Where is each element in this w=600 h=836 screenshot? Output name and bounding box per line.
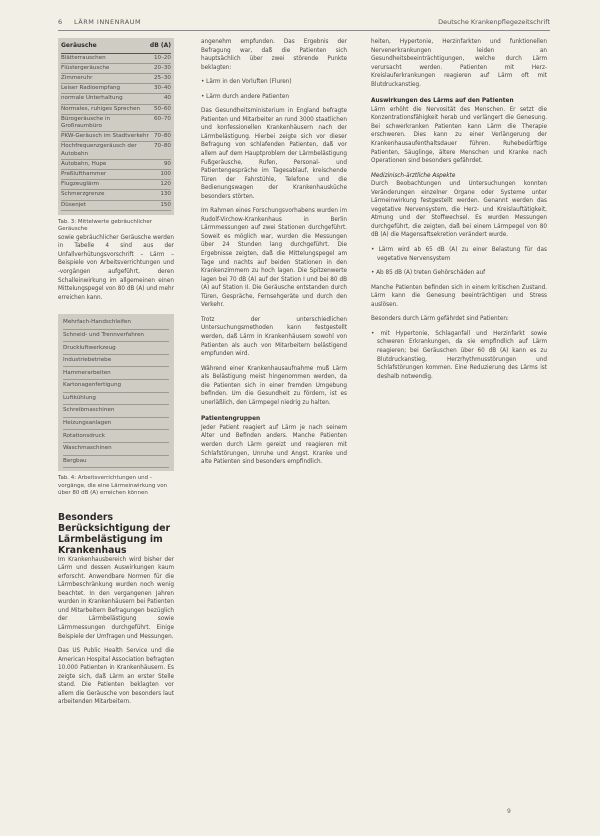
noise-source: Bürogeräusche in Großraumbüro [61, 115, 111, 129]
column-3-paragraph-1: heiten, Hypertonie, Herzinfarkten und funktionellen Nervenerkrankungen leiden an Gesundheitsbeeinträchtigungen, welche durch Lärm verursacht werden. Patienten mit Herz-Kreislauferkrankungen reagieren auf Lärm oft mit Blutdruckanstieg. [371, 39, 547, 88]
noise-level: 120 [160, 181, 171, 188]
list-item: Schneid- und Trennverfahren [63, 330, 169, 343]
noise-source: Preßlufthammer [61, 170, 107, 177]
table-row [61, 115, 171, 132]
column-3 [371, 38, 547, 387]
noise-source: Blätterrauschen [61, 54, 106, 61]
table-row [61, 64, 171, 74]
column-2-paragraph-2: Das Gesundheitsministerium in England befragte Patienten und Mitarbeiter an rund 3000 staatlichen und konfessionellen Krankenhäusern nach der Lärmbelästigung. Hierbei zeigte sich vor dieser Befragung von schlafenden Patienten, daß vor allem auf dem Hauptproblem der Lärmbelästigung Fußgeräusche, Rufen, Personal- und Patientengespräche im Tagesablauf, kreischende Türen der Fahrstühle, Telefone und die Bedienungswagen der Krankenhausküche besonders störten. [201, 108, 347, 200]
column-2-bullet-1: • Lärm in den Vorluften (Fluren) [201, 79, 292, 86]
noise-source: Normales, ruhiges Sprechen [61, 105, 141, 112]
column-3-subheading-2: Medizinisch-ärztliche Aspekte [371, 172, 456, 179]
list-item: Luftkühlung [63, 393, 169, 406]
noise-level: 70–80 [153, 143, 171, 150]
list-item: Schreibmaschinen [63, 405, 169, 418]
column-1-paragraph-1: sowie gebräuchlicher Geräusche werden in Tabelle 4 sind aus der Unfallverhütungsvorschrift – Lärm – Beispiele von Arbeitsverrichtungen und -vorgängen aufgeführt, deren Schalleinwirkung im allgemeinen einen Mittelungspegel von 80 dB (A) und mehr erreichen kann. [58, 234, 174, 301]
list-item: Heizungsanlagen [63, 418, 169, 431]
page-header [58, 18, 550, 30]
column-3-paragraph-2: Lärm erhöht die Nervosität des Menschen. Er setzt die Konzentrationsfähigkeit herab und verlängert die Genesung. Bei schwerkranken Patienten kann Lärm die Therapie erschweren. Dies kann zu einer Verlängerung der Krankenhausaufenthaltsdauer führen. Ruhebedürftige Patienten, Säuglinge, ältere Menschen und Kranke nach Operationen sind besonders gefährdet. [371, 106, 547, 165]
noise-table-header [61, 41, 171, 54]
noise-table-caption: Tab. 3: Mittelwerte gebräuchlicher Geräusche [58, 218, 153, 233]
column-2-paragraph-6: Jeder Patient reagiert auf Lärm je nach seinem Alter und Befinden anders. Manche Patienten werden durch Lärm gereizt und reagieren mit Schlafstörungen, Unruhe und Angst. Kranke und alte Patienten sind besonders empfindlich. [201, 424, 347, 466]
col-place-header: Geräusche [61, 42, 97, 49]
work-activities-caption: Tab. 4: Arbeitsverrichtungen und -vorgänge, die eine Lärmeinwirkung von über 80 dB (A) erreichen können [58, 475, 168, 497]
noise-source: Düsenjet [61, 201, 86, 208]
table-row [61, 54, 171, 64]
column-3-bullet-1: • Lärm wird ab 65 dB (A) zu einer Belastung für das vegetative Nervensystem [371, 247, 547, 262]
noise-source: Zimmeruhr [61, 74, 93, 81]
journal-title: Deutsche Krankenpflegezeitschrift [438, 18, 550, 26]
col-db-header: dB (A) [149, 42, 171, 49]
list-item: Kartonagenfertigung [63, 380, 169, 393]
list-item: Bergbau [63, 456, 169, 469]
noise-source: PKW-Geräusch im Stadtverkehr [61, 133, 149, 140]
column-3-subheading-1: Auswirkungen des Lärms auf den Patienten [371, 98, 514, 105]
table-row [61, 160, 171, 170]
column-2-paragraph-1: angenehm empfunden. Das Ergebnis der Befragung war, daß die Patienten sich hauptsächlich über zwei störende Punkte beklagten: [201, 39, 347, 71]
list-item: Druckluftwerkzeug [63, 342, 169, 355]
column-2-paragraph-5: Während einer Krankenhausaufnahme muß Lärm als Belästigung meist hingenommen werden, da die Patienten sich in einer fremden Umgebung befinden. Um die Gesundheit zu fördern, ist es unerläßlich, den Lärmpegel niedrig zu halten. [201, 365, 347, 406]
column-2-paragraph-3: Im Rahmen eines Forschungsvorhabens wurden im Rudolf-Virchow-Krankenhaus in Berlin Lärmmessungen auf zwei Stationen durchgeführt. Soweit es möglich war, wurden die Messungen über 24 Stunden lang durchgeführt. Die Ergebnisse zeigten, daß die Mittelungspegel am Tage und nachts auf beiden Stationen in den Krankenzimmern zu hoch lagen. Die Spitzenwerte lagen bei 70 dB (A) auf der Station I und bei 80 dB (A) auf Station II. Die Geräusche entstanden durch Türen, Gespräche, Fernsehgeräte und durch den Verkehr. [201, 208, 347, 309]
noise-level: 60–70 [153, 115, 171, 122]
table-row [61, 142, 171, 159]
table-row [61, 74, 171, 84]
column-2-paragraph-4: Trotz der unterschiedlichen Untersuchungsmethoden kann festgestellt werden, daß Lärm in Krankenhäusern sowohl von Patienten als auch von Mitarbeitern belästigend empfunden wird. [201, 316, 347, 358]
work-activities-box [58, 314, 174, 471]
table-row [61, 132, 171, 142]
page-number: 6 [58, 18, 63, 26]
list-item: Rotationsdruck [63, 430, 169, 443]
column-2-subheading: Patientengruppen [201, 416, 261, 423]
table-row [61, 180, 171, 190]
noise-source: Schmerzgrenze [61, 191, 105, 198]
noise-level: 70–80 [153, 133, 171, 140]
column-1-paragraph-2: Im Krankenhausbereich wird bisher der Lärm und dessen Auswirkungen kaum erforscht. Anwendbare Normen für die Lärmbeschränkung wurden noch wenig beachtet. In den vergangenen Jahren wurden in Krankenhäusern bei Patienten und Mitarbeitern Befragungen bezüglich der Lärmbelästigung sowie Lärmmessungen durchgeführt. Einige Beispiele der Umfragen und Messungen. [58, 556, 174, 640]
column-3-paragraph-5: Besonders durch Lärm gefährdet sind Patienten: [371, 316, 509, 323]
table-row [61, 190, 171, 200]
column-3-bullet-3: • mit Hypertonie, Schlaganfall und Herzinfarkt sowie schweren Erkrankungen, da sie empfindlich auf Lärm reagieren; bei Geräuschen über 60 dB (A) kann es zu Blutdruckanstieg, Herzrhythmusstörungen und Schlafstörungen kommen. Eine Reduzierung des Lärms ist deshalb notwendig. [371, 330, 547, 380]
column-3-paragraph-3: Durch Beobachtungen und Untersuchungen konnten Veränderungen einzelner Organe oder Systeme unter Lärmeinwirkung festgestellt werden. Genannt werden das vegetative Nervensystem, die Herz- und Kreislauftätigkeit, Atmung und der Stoffwechsel. Es wurden Messungen durchgeführt, die zeigten, daß bei einem Lärmpegel von 80 dB (A) die Magensaftsekretion verändert wurde. [371, 181, 547, 239]
table-row [61, 105, 171, 115]
noise-level: 50–60 [153, 105, 171, 112]
page-footer-mark: 9 [507, 808, 511, 815]
column-2 [201, 38, 347, 473]
section-heading: Besonders Berücksichtigung der Lärmbelästigung im Krankenhaus [58, 511, 171, 556]
noise-source: Flüstergeräusche [61, 64, 110, 71]
noise-level: 25–30 [153, 74, 171, 81]
noise-source: Hochfrequenzgeräusch der Autobahn [61, 143, 137, 157]
section-category: LÄRM INNENRAUM [74, 18, 142, 26]
noise-source: Flugzeuglärm [61, 181, 99, 188]
table-row [61, 94, 171, 104]
column-2-bullet-2: • Lärm durch andere Patienten [201, 93, 289, 100]
noise-level: 130 [160, 191, 171, 198]
list-item: Industriebetriebe [63, 355, 169, 368]
table-row [61, 84, 171, 94]
table-row [61, 201, 171, 211]
column-3-bullet-2: • Ab 85 dB (A) treten Gehörschäden auf [371, 270, 486, 277]
noise-source: normale Unterhaltung [61, 95, 123, 102]
noise-source: Autobahn, Hupe [61, 160, 107, 167]
column-3-paragraph-4: Manche Patienten befinden sich in einem kritischen Zustand. Lärm kann die Genesung beeinträchtigen und Stress auslösen. [371, 284, 547, 308]
noise-level: 150 [160, 201, 171, 208]
list-item: Mehrfach-Handschleifen [63, 317, 169, 330]
noise-level: 30–40 [153, 85, 171, 92]
noise-level: 40 [163, 95, 171, 102]
table-row [61, 170, 171, 180]
noise-table-body [61, 54, 171, 211]
noise-level: 90 [163, 160, 171, 167]
noise-table [58, 38, 174, 215]
noise-level: 20–30 [153, 64, 171, 71]
noise-level: 100 [160, 170, 171, 177]
noise-level: 10–20 [153, 54, 171, 61]
header-rule [58, 30, 550, 31]
column-1 [58, 38, 174, 713]
list-item: Hammerarbeiten [63, 367, 169, 380]
column-1-paragraph-3: Das US Public Health Service und die American Hospital Association befragten 10.000 Patienten in Krankenhäusern. Es zeigte sich, daß Lärm an erster Stelle stand. Die Patienten beklagten vor allem die Geräusche von besonders laut arbeitenden Mitarbeitern. [58, 648, 174, 706]
noise-source: Leiser Radioempfang [61, 85, 121, 92]
list-item: Waschmaschinen [63, 443, 169, 456]
